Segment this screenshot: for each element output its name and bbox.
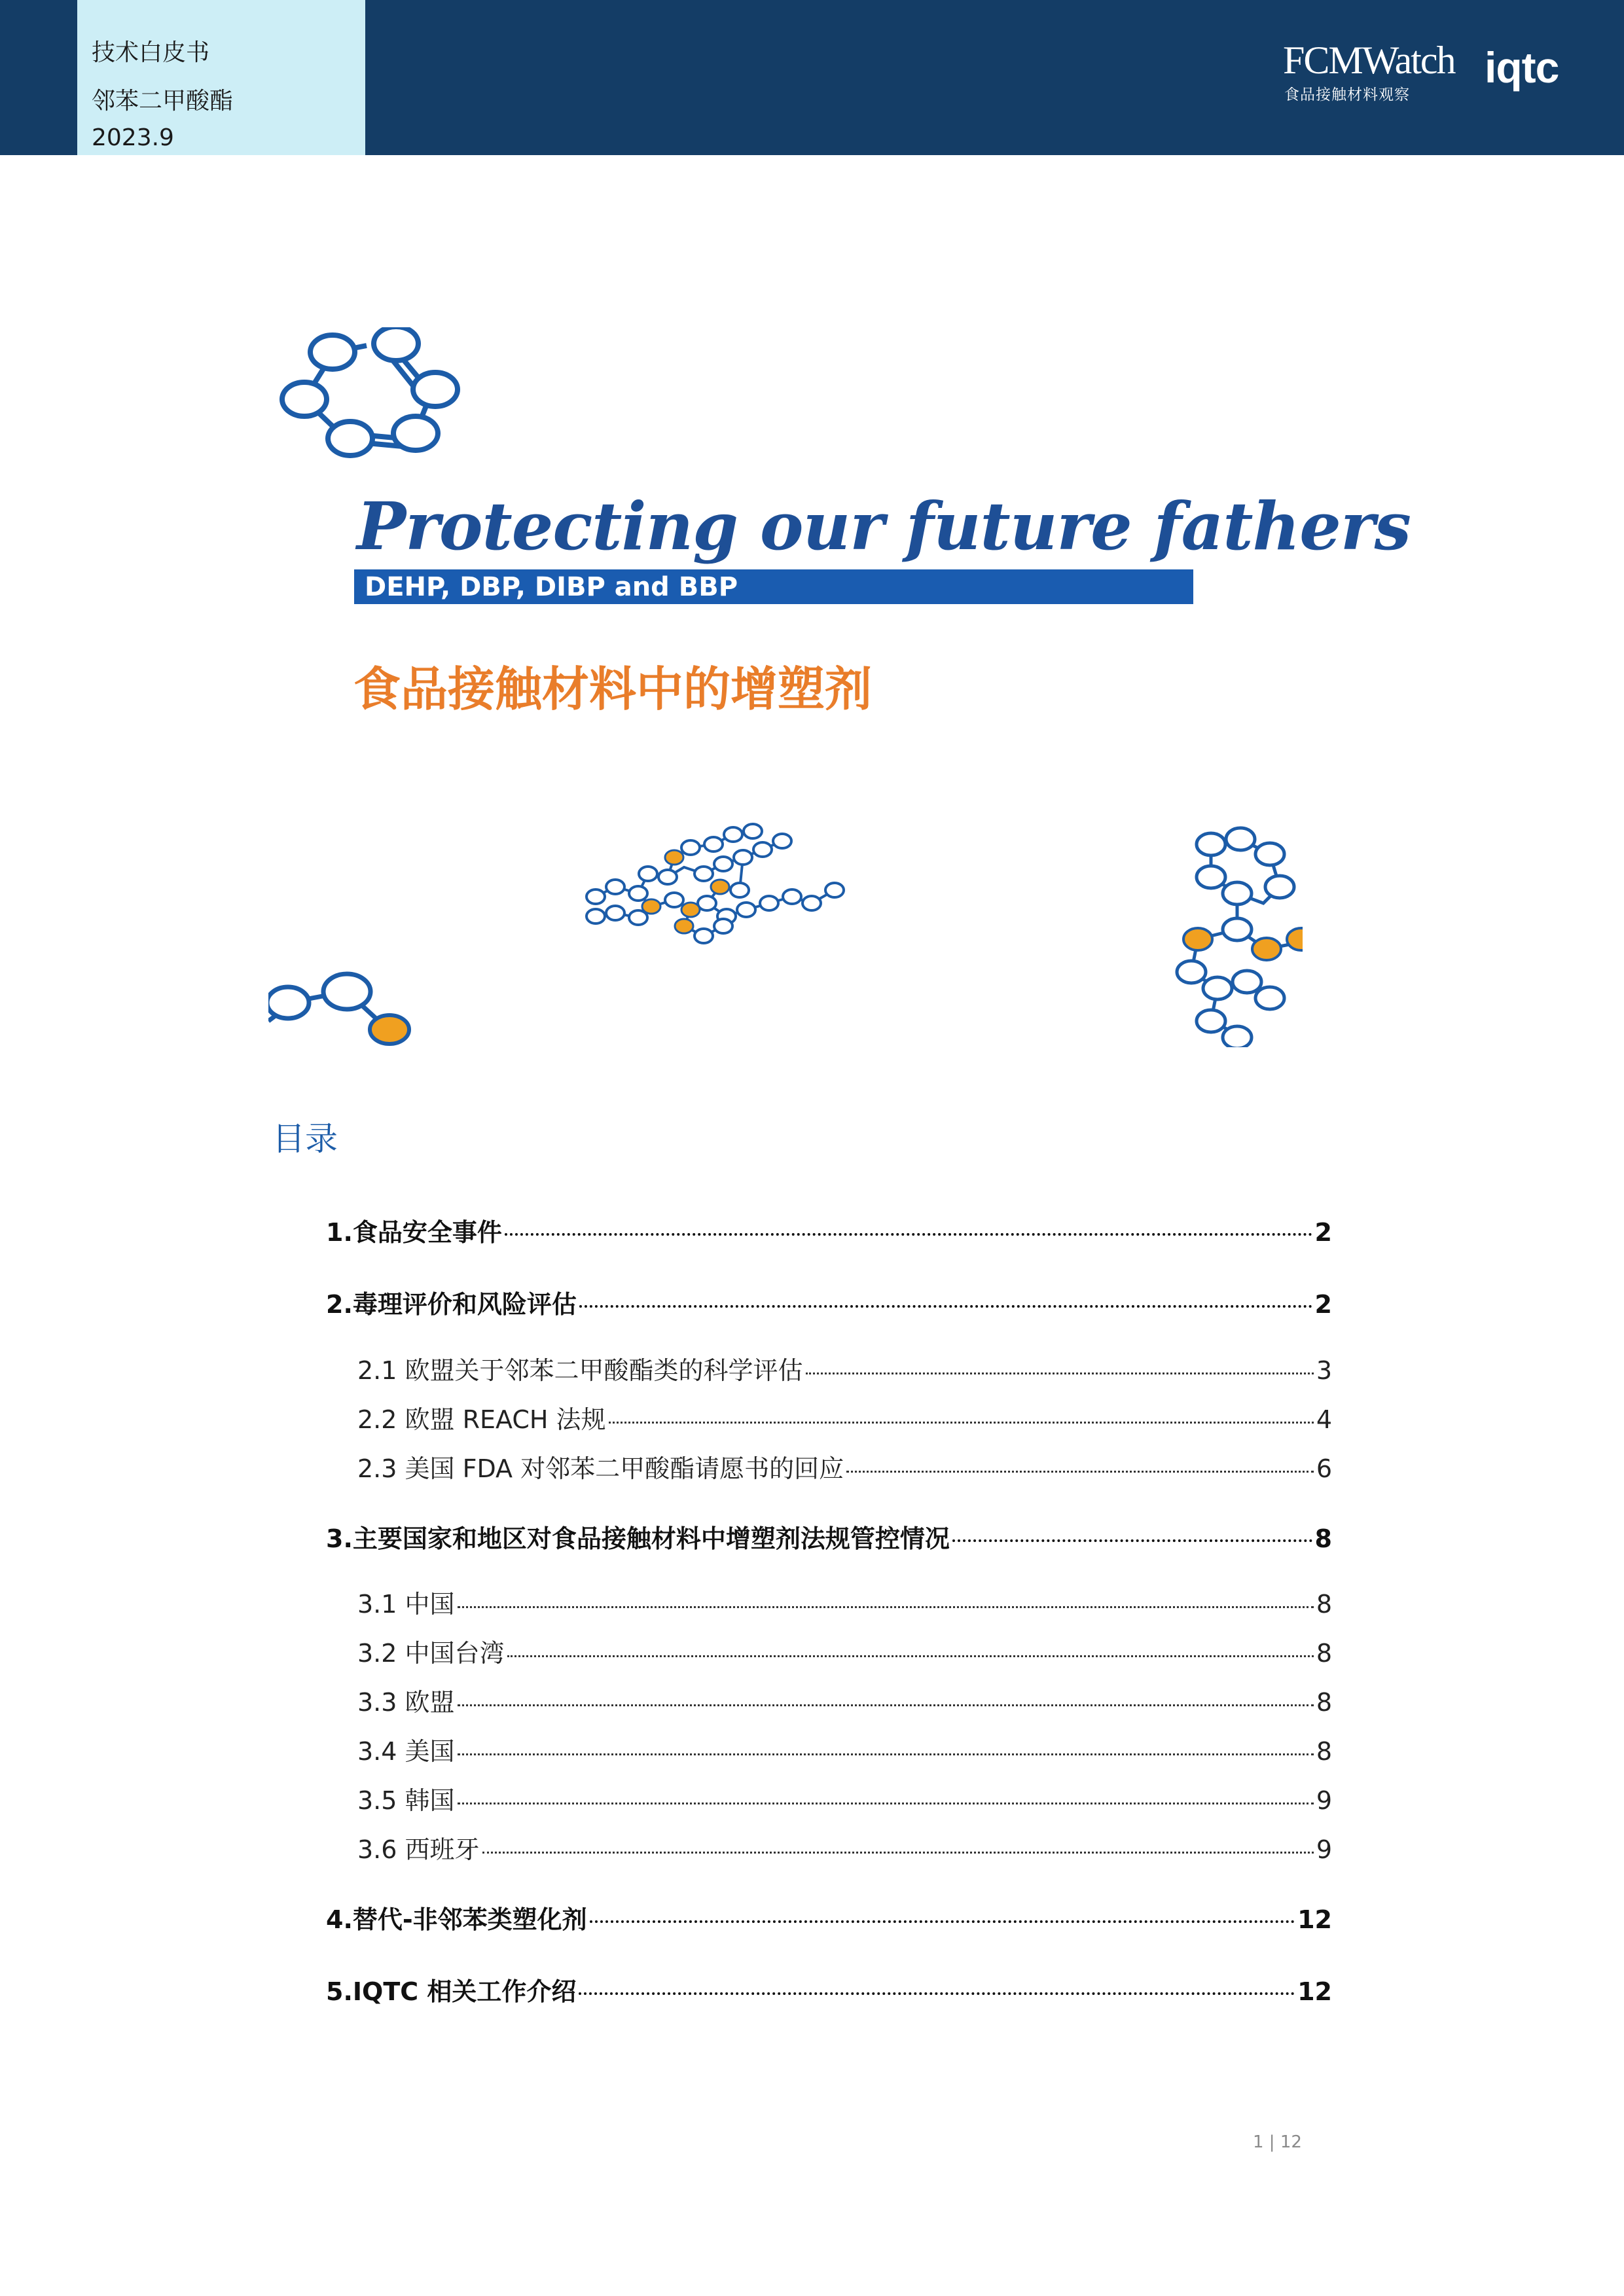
toc-entry-page: 6 xyxy=(1316,1454,1332,1483)
toc-entry-page: 2 xyxy=(1314,1218,1332,1247)
toc-entry-page: 4 xyxy=(1316,1405,1332,1434)
toc-entry-label: 4.替代-非邻苯类塑化剂 xyxy=(326,1905,587,1934)
molecule-cluster-icon xyxy=(576,805,851,969)
toc-entry-page: 8 xyxy=(1316,1688,1332,1717)
toc-entry-label: 2.2 欧盟 REACH 法规 xyxy=(357,1405,606,1434)
toc-entry-label: 2.1 欧盟关于邻苯二甲酸酯类的科学评估 xyxy=(357,1356,803,1385)
toc-entry-label: 2.毒理评价和风险评估 xyxy=(326,1290,577,1319)
toc-entry[interactable] xyxy=(326,1518,1332,1554)
toc-entry[interactable] xyxy=(357,1731,1332,1767)
toc-leader xyxy=(458,1753,1314,1755)
toc-entry-page: 8 xyxy=(1316,1639,1332,1668)
molecule-chain-icon xyxy=(1172,825,1303,1047)
toc-entry[interactable] xyxy=(326,1212,1332,1248)
toc-leader xyxy=(507,1655,1314,1657)
toc-leader xyxy=(482,1852,1314,1854)
toc-entry-label: 2.3 美国 FDA 对邻苯二甲酸酯请愿书的回应 xyxy=(357,1454,844,1483)
toc-entry-label: 3.3 欧盟 xyxy=(357,1688,455,1717)
toc-entry-page: 9 xyxy=(1316,1786,1332,1815)
tag-subject: 邻苯二甲酸酯 xyxy=(92,88,234,115)
toc-entry-label: 3.6 西班牙 xyxy=(357,1835,480,1864)
toc-entry[interactable] xyxy=(326,1899,1332,1935)
toc-leader xyxy=(806,1372,1314,1374)
banner-script-text: Protecting our future fathers xyxy=(357,488,1411,565)
page-indicator: 1 | 12 xyxy=(1253,2132,1302,2152)
toc-entry-page: 12 xyxy=(1297,1905,1332,1934)
toc-entry-page: 3 xyxy=(1316,1356,1332,1385)
toc-entry-page: 12 xyxy=(1297,1977,1332,2006)
toc-entry-label: 3.4 美国 xyxy=(357,1737,455,1766)
toc-entry[interactable] xyxy=(357,1682,1332,1718)
toc-entry-page: 2 xyxy=(1314,1290,1332,1319)
toc-entry-page: 8 xyxy=(1316,1737,1332,1766)
toc-entry[interactable] xyxy=(357,1399,1332,1435)
fcmwatch-logo-subtitle: 食品接触材料观察 xyxy=(1284,86,1410,103)
toc-entry[interactable] xyxy=(357,1829,1332,1865)
toc-leader xyxy=(458,1803,1314,1804)
toc-entry-label: 3.2 中国台湾 xyxy=(357,1639,505,1668)
toc-entry[interactable] xyxy=(357,1584,1332,1620)
molecule-ring-icon xyxy=(275,327,471,465)
toc-leader xyxy=(590,1920,1295,1923)
toc-entry[interactable] xyxy=(326,1971,1332,2007)
toc-leader xyxy=(579,1305,1312,1308)
toc-leader xyxy=(846,1471,1314,1473)
toc-entry[interactable] xyxy=(357,1633,1332,1669)
toc-entry[interactable] xyxy=(357,1448,1332,1484)
toc-heading: 目录 xyxy=(272,1120,338,1158)
toc-leader xyxy=(579,1992,1295,1995)
toc-entry-page: 8 xyxy=(1314,1524,1332,1553)
molecule-fragment-icon xyxy=(268,962,419,1047)
toc-entry[interactable] xyxy=(326,1284,1332,1320)
toc-entry-label: 3.5 韩国 xyxy=(357,1786,455,1815)
toc-leader xyxy=(609,1422,1314,1424)
fcmwatch-logo: FCMWatch xyxy=(1283,39,1455,82)
document-tag xyxy=(77,0,365,155)
toc-entry-label: 3.主要国家和地区对食品接触材料中增塑剂法规管控情况 xyxy=(326,1524,950,1553)
header-bar xyxy=(0,0,1624,155)
banner-strip-text: DEHP, DBP, DIBP and BBP xyxy=(365,572,738,602)
toc-entry-label: 5.IQTC 相关工作介绍 xyxy=(326,1977,577,2006)
toc-leader xyxy=(458,1606,1314,1608)
toc-leader xyxy=(458,1704,1314,1706)
toc-leader xyxy=(505,1233,1312,1236)
tag-doc-type: 技术白皮书 xyxy=(92,39,210,66)
banner-strip xyxy=(354,569,1193,604)
tag-date: 2023.9 xyxy=(92,124,174,151)
iqtc-logo: iqtc xyxy=(1485,43,1559,92)
toc-entry[interactable] xyxy=(357,1350,1332,1386)
toc-entry-page: 9 xyxy=(1316,1835,1332,1864)
toc-entry-page: 8 xyxy=(1316,1590,1332,1619)
toc-leader xyxy=(952,1539,1312,1542)
toc-entry-label: 1.食品安全事件 xyxy=(326,1218,502,1247)
toc-entry-label: 3.1 中国 xyxy=(357,1590,455,1619)
toc-entry[interactable] xyxy=(357,1780,1332,1816)
document-title: 食品接触材料中的增塑剂 xyxy=(353,662,873,717)
